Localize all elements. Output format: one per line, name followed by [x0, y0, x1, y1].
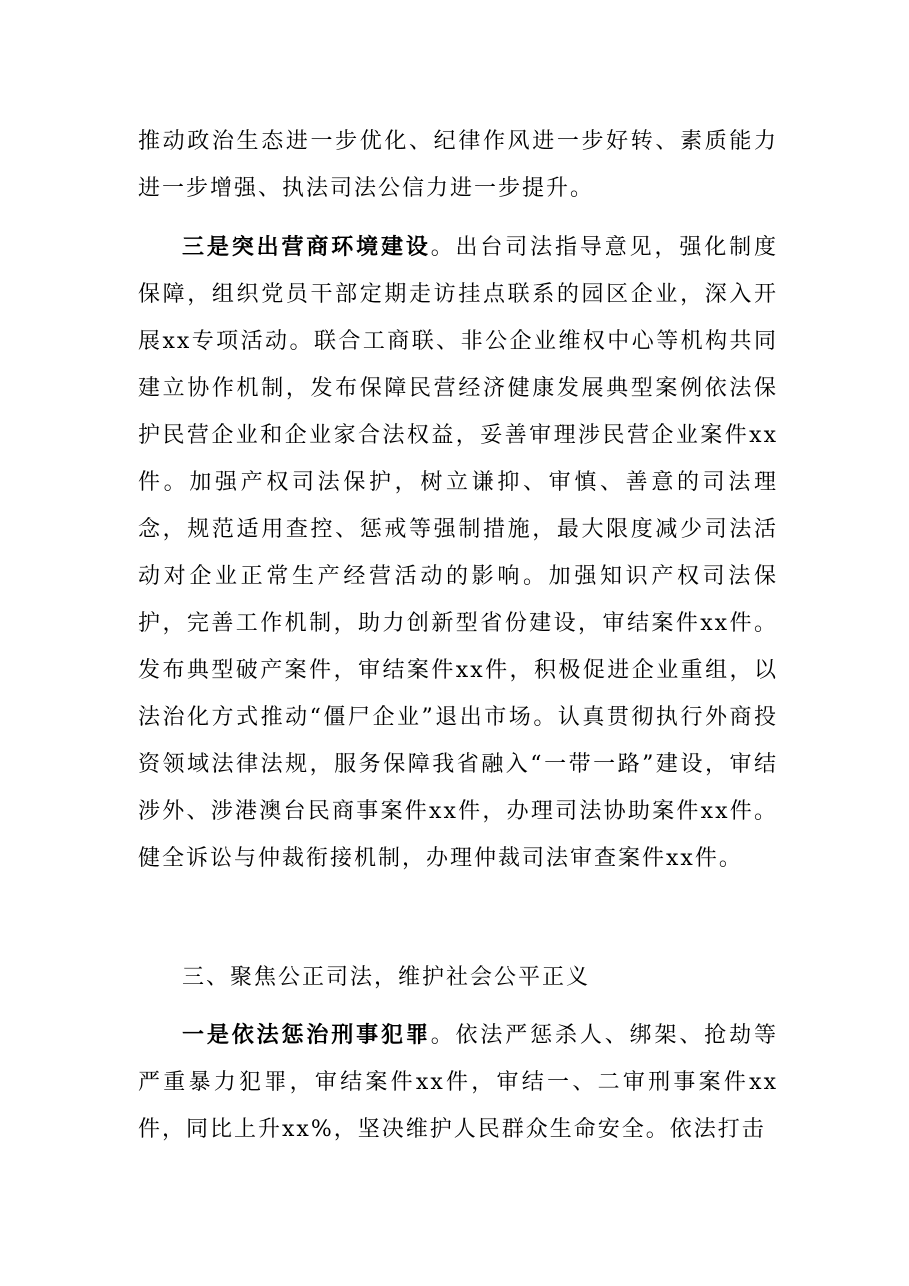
paragraph-lead: 三是突出营商环境建设	[182, 234, 431, 260]
paragraph-continuation	[138, 118, 778, 212]
paragraph-text: 。依法严惩杀人、绑架、抢劫等严重暴力犯罪，审结案件xx件，审结一、二审刑事案件xx件，同比上升xx%，坚决维护人民群众生命安全。依法打击	[138, 1023, 778, 1142]
section-heading	[138, 954, 778, 1001]
paragraph-lead: 一是依法惩治刑事犯罪	[182, 1022, 431, 1048]
section-heading-text: 三、聚焦公正司法，维护社会公平正义	[182, 965, 591, 990]
paragraph-criminal-justice	[138, 1012, 778, 1153]
paragraph-business-environment	[138, 224, 778, 882]
paragraph-text: 推动政治生态进一步优化、纪律作风进一步好转、素质能力进一步增强、执法司法公信力进一步提升。	[138, 129, 778, 201]
paragraph-text: 。出台司法指导意见，强化制度保障，组织党员干部定期走访挂点联系的园区企业，深入开展xx专项活动。联合工商联、非公企业维权中心等机构共同建立协作机制，发布保障民营经济健康发展典型案例依法保护民营企业和企业家合法权益，妥善审理涉民营企业案件xx件。加强产权司法保护，树立谦抑、审慎、善意的司法理念，规范适用查控、惩戒等强制措施，最大限度减少司法活动对企业正常生产经营活动的影响。加强知识产权司法保护，完善工作机制，助力创新型省份建设，审结案件xx件。发布典型破产案件，审结案件xx件，积极促进企业重组，以法治化方式推动“僵尸企业”退出市场。认真贯彻执行外商投资领域法律法规，服务保障我省融入“一带一路”建设，审结涉外、涉港澳台民商事案件xx件，办理司法协助案件xx件。健全诉讼与仲裁衔接机制，办理仲裁司法审查案件xx件。	[138, 235, 778, 871]
